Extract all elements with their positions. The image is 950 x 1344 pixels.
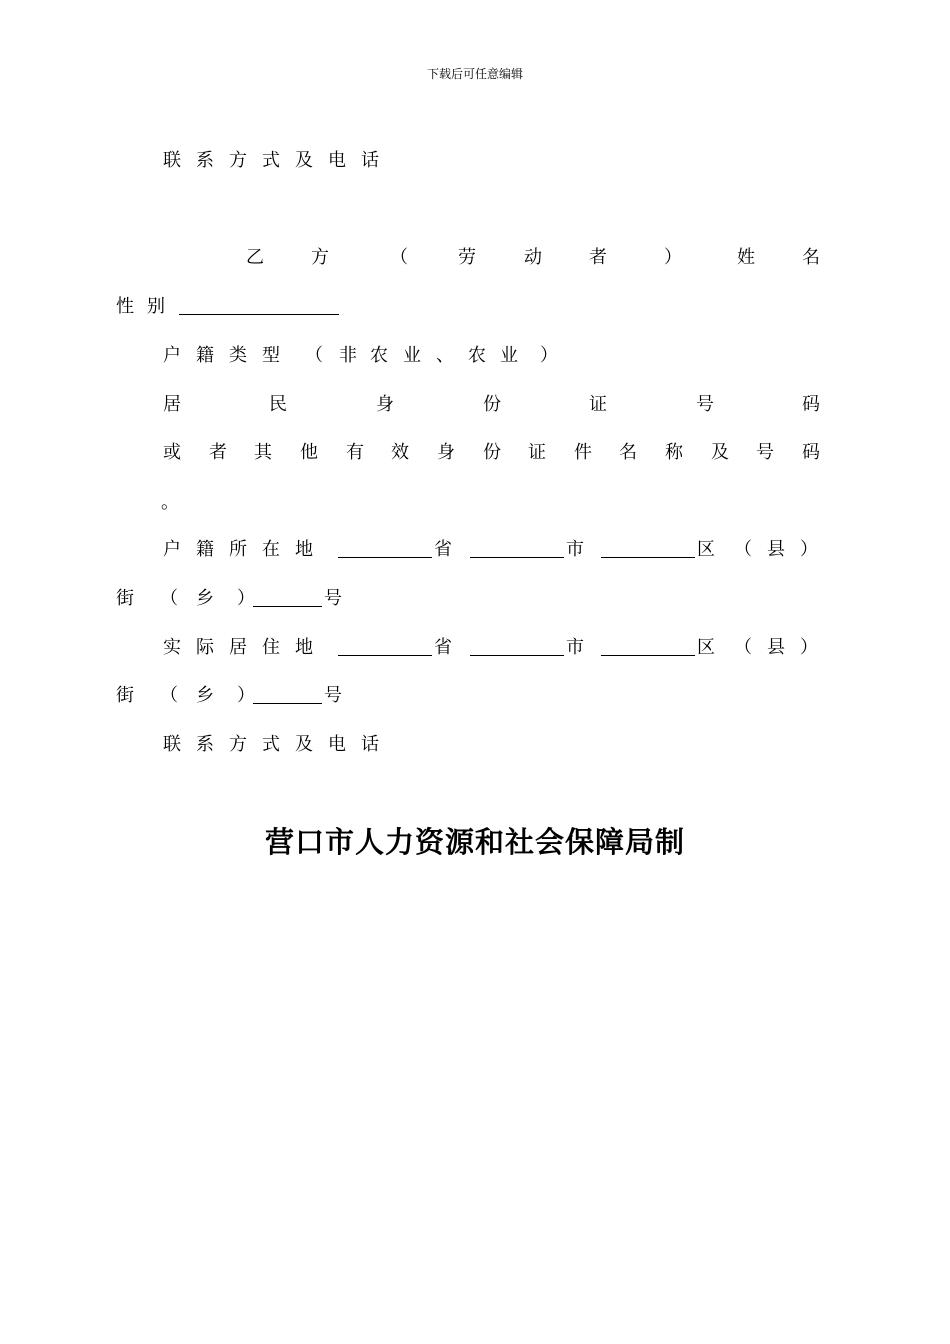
other-id-char: 他 bbox=[300, 442, 318, 463]
gender-label-char: 性 bbox=[116, 296, 134, 317]
household-type-char: 业 bbox=[403, 345, 421, 366]
period-mark: 。 bbox=[161, 492, 179, 513]
household-type-char: 户 bbox=[163, 345, 181, 366]
household-type-char: 籍 bbox=[196, 345, 214, 366]
party-b-contact-line bbox=[0, 733, 950, 757]
street-label: 街 bbox=[116, 588, 134, 609]
province-label: 省 bbox=[434, 539, 452, 560]
id-number-char: 居 bbox=[163, 394, 181, 415]
street-label: 街 bbox=[116, 685, 134, 706]
actual-address-label-char: 地 bbox=[295, 637, 313, 658]
actual-address-label-char: 居 bbox=[229, 637, 247, 658]
actual-address-label-char: 住 bbox=[262, 637, 280, 658]
other-id-char: 者 bbox=[209, 442, 227, 463]
registered-address-line bbox=[0, 538, 950, 562]
actual-district-blank[interactable] bbox=[601, 655, 695, 656]
other-id-char: 称 bbox=[665, 442, 683, 463]
household-type-char: 类 bbox=[229, 345, 247, 366]
actual-street-line bbox=[0, 684, 950, 708]
number-label: 号 bbox=[324, 685, 342, 706]
other-id-char: 证 bbox=[528, 442, 546, 463]
gender-label-char: 别 bbox=[147, 296, 165, 317]
other-id-char: 件 bbox=[574, 442, 592, 463]
household-type-char: 农 bbox=[468, 345, 486, 366]
registered-address-label-char: 所 bbox=[229, 539, 247, 560]
actual-number-blank[interactable] bbox=[253, 703, 322, 704]
header-note: 下载后可任意编辑 bbox=[426, 67, 523, 81]
registered-address-label-char: 地 bbox=[295, 539, 313, 560]
contact-label-char: 系 bbox=[196, 150, 214, 171]
contact-label-char: 系 bbox=[196, 734, 214, 755]
other-id-char: 码 bbox=[802, 442, 820, 463]
county-close-paren: ） bbox=[800, 539, 818, 560]
household-type-char: （ bbox=[305, 345, 323, 366]
party-b-name-line bbox=[0, 246, 950, 270]
contact-label-char: 式 bbox=[262, 734, 280, 755]
contact-label-char: 及 bbox=[295, 734, 313, 755]
county-close-paren: ） bbox=[800, 637, 818, 658]
county-label: 县 bbox=[767, 637, 785, 658]
issuer-title: 营口市人力资源和社会保障局制 bbox=[264, 825, 685, 859]
other-id-char: 效 bbox=[391, 442, 409, 463]
contact-label-char: 话 bbox=[361, 150, 379, 171]
household-type-char: 农 bbox=[370, 345, 388, 366]
party-b-char: 者 bbox=[589, 247, 607, 268]
party-b-char: 乙 bbox=[246, 247, 264, 268]
contact-label-char: 方 bbox=[229, 150, 247, 171]
other-id-char: 其 bbox=[254, 442, 272, 463]
household-type-char: 非 bbox=[339, 345, 357, 366]
town-close-paren: ） bbox=[237, 588, 255, 609]
party-b-char: ） bbox=[664, 247, 682, 268]
actual-address-label-char: 际 bbox=[196, 637, 214, 658]
household-type-line bbox=[0, 344, 950, 368]
contact-label-char: 方 bbox=[229, 734, 247, 755]
registered-district-blank[interactable] bbox=[601, 557, 695, 558]
registered-street-line bbox=[0, 587, 950, 611]
id-number-char: 号 bbox=[696, 394, 714, 415]
other-id-line bbox=[0, 441, 950, 465]
id-number-char: 身 bbox=[376, 394, 394, 415]
district-label: 区 bbox=[697, 637, 715, 658]
actual-city-blank[interactable] bbox=[470, 655, 564, 656]
other-id-char: 有 bbox=[346, 442, 364, 463]
actual-province-blank[interactable] bbox=[338, 655, 432, 656]
contact-label-char: 联 bbox=[163, 734, 181, 755]
contact-label-char: 式 bbox=[262, 150, 280, 171]
district-label: 区 bbox=[697, 539, 715, 560]
registered-number-blank[interactable] bbox=[253, 606, 322, 607]
registered-address-label-char: 籍 bbox=[196, 539, 214, 560]
party-b-char: 名 bbox=[802, 247, 820, 268]
gender-blank[interactable] bbox=[179, 314, 339, 315]
registered-address-label-char: 在 bbox=[262, 539, 280, 560]
party-b-char: 动 bbox=[524, 247, 542, 268]
id-number-char: 民 bbox=[269, 394, 287, 415]
town-open-paren: （ bbox=[160, 685, 178, 706]
city-label: 市 bbox=[566, 637, 584, 658]
actual-address-line bbox=[0, 636, 950, 660]
party-b-char: 劳 bbox=[458, 247, 476, 268]
town-label: 乡 bbox=[196, 588, 214, 609]
town-close-paren: ） bbox=[237, 685, 255, 706]
household-type-char: 型 bbox=[262, 345, 280, 366]
id-number-line bbox=[0, 393, 950, 417]
other-id-char: 或 bbox=[163, 442, 181, 463]
household-type-char: 业 bbox=[500, 345, 518, 366]
county-label: 县 bbox=[767, 539, 785, 560]
party-b-char: （ bbox=[390, 247, 408, 268]
household-type-char: 、 bbox=[436, 345, 454, 366]
registered-city-blank[interactable] bbox=[470, 557, 564, 558]
id-number-char: 证 bbox=[589, 394, 607, 415]
household-type-char: ） bbox=[540, 345, 558, 366]
party-a-contact-line bbox=[0, 149, 950, 173]
period-line bbox=[0, 491, 950, 515]
gender-line bbox=[0, 295, 950, 319]
contact-label-char: 电 bbox=[328, 734, 346, 755]
registered-address-label-char: 户 bbox=[163, 539, 181, 560]
contact-label-char: 及 bbox=[295, 150, 313, 171]
number-label: 号 bbox=[324, 588, 342, 609]
id-number-char: 码 bbox=[802, 394, 820, 415]
other-id-char: 身 bbox=[437, 442, 455, 463]
registered-province-blank[interactable] bbox=[338, 557, 432, 558]
town-open-paren: （ bbox=[160, 588, 178, 609]
city-label: 市 bbox=[566, 539, 584, 560]
other-id-char: 及 bbox=[711, 442, 729, 463]
county-open-paren: （ bbox=[734, 637, 752, 658]
other-id-char: 号 bbox=[756, 442, 774, 463]
other-id-char: 份 bbox=[483, 442, 501, 463]
county-open-paren: （ bbox=[734, 539, 752, 560]
province-label: 省 bbox=[434, 637, 452, 658]
other-id-char: 名 bbox=[619, 442, 637, 463]
party-b-char: 方 bbox=[311, 247, 329, 268]
contact-label-char: 话 bbox=[361, 734, 379, 755]
id-number-char: 份 bbox=[483, 394, 501, 415]
party-b-char: 姓 bbox=[737, 247, 755, 268]
contact-label-char: 电 bbox=[328, 150, 346, 171]
actual-address-label-char: 实 bbox=[163, 637, 181, 658]
contact-label-char: 联 bbox=[163, 150, 181, 171]
town-label: 乡 bbox=[196, 685, 214, 706]
